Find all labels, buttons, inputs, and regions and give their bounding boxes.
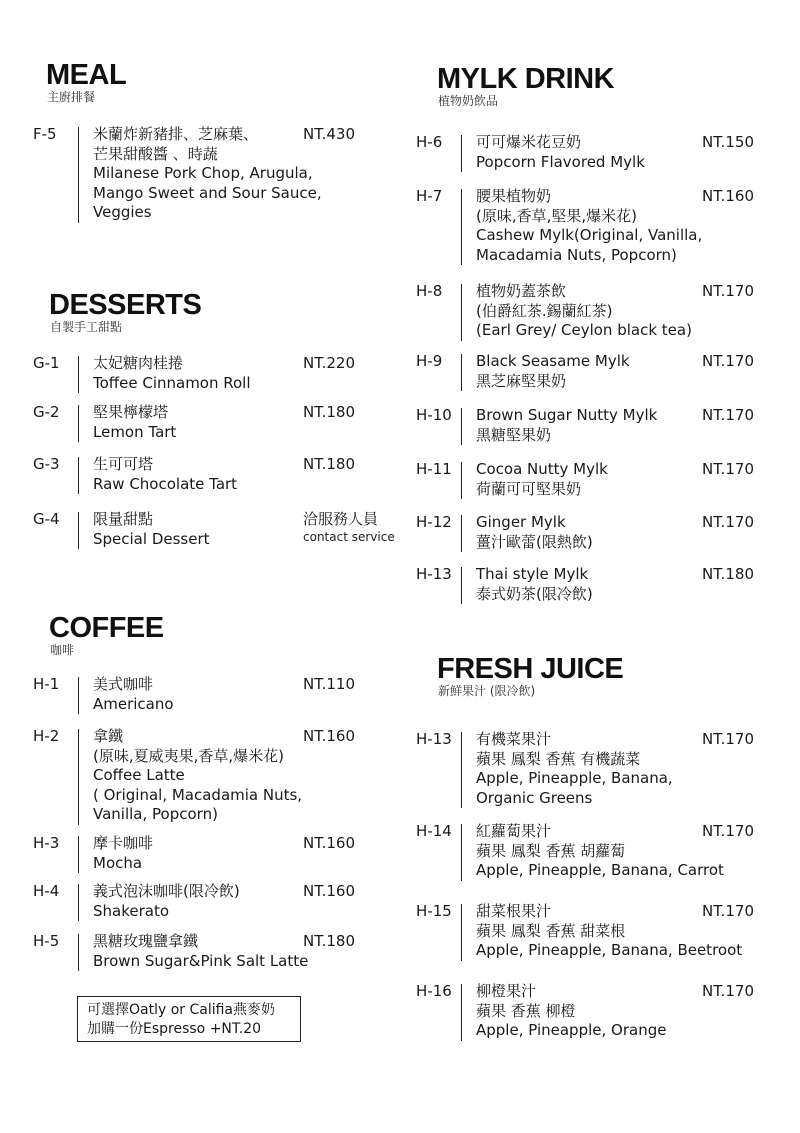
item-line: 限量甜點: [93, 510, 154, 528]
item-price: [702, 187, 754, 207]
juice-title: FRESH JUICE: [437, 653, 624, 685]
note-line: 加購一份Espresso +NT.20: [87, 1021, 262, 1037]
item-price: [303, 675, 355, 695]
price-value: NT.180: [303, 403, 356, 421]
divider-bar: [78, 512, 79, 549]
item-line: 黑糖堅果奶: [476, 425, 552, 444]
item-code: G-3: [33, 455, 60, 473]
price-note: contact service: [303, 529, 395, 544]
item-price: [303, 510, 395, 544]
divider-bar: [461, 189, 462, 265]
coffee-header: [49, 613, 164, 657]
item-line: Toffee Cinnamon Roll: [93, 373, 251, 392]
item-line: 生可可塔: [93, 455, 154, 473]
item-line: ( Original, Macadamia Nuts,: [93, 785, 303, 804]
divider-bar: [78, 127, 79, 223]
milk-option-note: [77, 996, 301, 1042]
item-line: Thai style Mylk: [476, 565, 589, 583]
item-line: Apple, Pineapple, Banana, Carrot: [476, 861, 724, 879]
item-code: H-3: [33, 834, 60, 852]
item-line: 芒果甜酸醬 、時蔬: [93, 144, 218, 163]
item-code: H-8: [416, 282, 443, 300]
item-line: (Earl Grey/ Ceylon black tea): [476, 321, 692, 339]
price-value: NT.170: [702, 982, 755, 1000]
item-description: [93, 727, 308, 825]
meal-subtitle: 主廚排餐: [47, 90, 96, 104]
item-line: Brown Sugar Nutty Mylk: [476, 406, 658, 424]
price-value: NT.170: [702, 513, 755, 531]
item-line: Ginger Mylk: [476, 513, 566, 531]
item-line: Black Seasame Mylk: [476, 352, 630, 370]
price-value: NT.150: [702, 133, 755, 151]
item-description: [93, 510, 308, 549]
item-line: 甜菜根果汁: [476, 902, 552, 920]
item-line: 有機菜果汁: [476, 730, 552, 748]
item-price: [303, 403, 355, 423]
price-value: NT.430: [303, 125, 356, 143]
item-line: (原味,夏威夷果,香草,爆米花): [93, 746, 285, 765]
item-line: Lemon Tart: [93, 422, 177, 441]
item-line: Vanilla, Popcorn): [93, 805, 218, 823]
price-value: NT.170: [702, 822, 755, 840]
divider-bar: [461, 515, 462, 552]
item-code: H-2: [33, 727, 60, 745]
item-line: 蘋果 香蕉 柳橙: [476, 1001, 576, 1020]
item-line: Veggies: [93, 203, 152, 221]
divider-bar: [78, 836, 79, 873]
item-line: Shakerato: [93, 901, 170, 920]
mylk-header: [437, 64, 614, 108]
item-line: 荷蘭可可堅果奶: [476, 479, 582, 498]
price-value: NT.170: [702, 352, 755, 370]
item-description: [476, 282, 691, 341]
divider-bar: [461, 567, 462, 604]
divider-bar: [461, 284, 462, 341]
item-line: 黑糖玫瑰鹽拿鐵: [93, 932, 199, 950]
item-price: [702, 460, 754, 480]
item-line: Brown Sugar&Pink Salt Latte: [93, 951, 309, 970]
price-value: 洽服務人員: [303, 510, 379, 528]
note-line: 可選擇Oatly or Califia燕麥奶: [87, 1002, 276, 1018]
item-line: 薑汁歐蕾(限熱飲): [476, 532, 593, 551]
meal-title: MEAL: [46, 59, 127, 91]
item-description: [93, 932, 308, 971]
item-description: [93, 403, 308, 442]
item-description: [476, 133, 691, 172]
item-code: H-13: [416, 730, 452, 748]
item-price: [702, 822, 754, 842]
item-description: [93, 455, 308, 494]
item-line: (伯爵紅茶.錫蘭紅茶): [476, 301, 613, 320]
juice-header: [437, 654, 623, 698]
price-value: NT.160: [303, 727, 356, 745]
desserts-title: DESSERTS: [49, 289, 202, 321]
item-line: 腰果植物奶: [476, 187, 552, 205]
item-description: [476, 406, 691, 445]
item-code: G-1: [33, 354, 60, 372]
divider-bar: [78, 457, 79, 494]
item-code: H-7: [416, 187, 443, 205]
mylk-subtitle: 植物奶飲品: [438, 94, 499, 108]
meal-header: [46, 60, 126, 104]
item-description: [476, 460, 691, 499]
item-code: H-4: [33, 882, 60, 900]
divider-bar: [461, 904, 462, 961]
price-value: NT.220: [303, 354, 356, 372]
item-price: [702, 133, 754, 153]
item-code: G-4: [33, 510, 60, 528]
item-price: [303, 125, 355, 145]
item-price: [303, 882, 355, 902]
divider-bar: [78, 729, 79, 825]
item-line: Raw Chocolate Tart: [93, 474, 238, 493]
item-line: 米蘭炸新豬排、芝麻葉、: [93, 125, 259, 143]
coffee-subtitle: 咖啡: [50, 643, 75, 657]
item-description: [476, 187, 703, 265]
item-price: [303, 834, 355, 854]
item-description: [93, 834, 308, 873]
item-price: [702, 513, 754, 533]
divider-bar: [78, 677, 79, 714]
item-code: H-12: [416, 513, 452, 531]
item-description: [476, 513, 691, 552]
item-description: [93, 675, 308, 714]
item-line: Milanese Pork Chop, Arugula,: [93, 164, 313, 182]
item-line: 蘋果 鳳梨 香蕉 甜菜根: [476, 921, 626, 940]
item-line: 黑芝麻堅果奶: [476, 371, 567, 390]
item-code: H-15: [416, 902, 452, 920]
item-line: Coffee Latte: [93, 766, 185, 784]
item-line: 紅蘿蔔果汁: [476, 822, 552, 840]
price-value: NT.170: [702, 902, 755, 920]
item-line: 蘋果 鳳梨 香蕉 有機蔬菜: [476, 749, 641, 768]
item-line: Apple, Pineapple, Orange: [476, 1021, 667, 1039]
item-line: Organic Greens: [476, 788, 593, 807]
divider-bar: [461, 135, 462, 172]
item-line: Macadamia Nuts, Popcorn): [476, 245, 677, 264]
item-code: H-16: [416, 982, 452, 1000]
item-description: [476, 822, 724, 881]
item-price: [702, 565, 754, 585]
item-description: [476, 982, 691, 1041]
desserts-subtitle: 自製手工甜點: [50, 320, 123, 334]
item-code: H-11: [416, 460, 452, 478]
item-line: Cashew Mylk(Original, Vanilla,: [476, 226, 703, 244]
divider-bar: [461, 408, 462, 445]
price-value: NT.160: [702, 187, 755, 205]
item-code: H-9: [416, 352, 443, 370]
price-value: NT.170: [702, 406, 755, 424]
item-line: 可可爆米花豆奶: [476, 133, 582, 151]
item-price: [303, 354, 355, 374]
item-line: 蘋果 鳳梨 香蕉 胡蘿蔔: [476, 841, 626, 860]
divider-bar: [461, 354, 462, 391]
item-line: 美式咖啡: [93, 675, 154, 693]
item-line: Mango Sweet and Sour Sauce,: [93, 183, 322, 202]
item-price: [702, 730, 754, 750]
item-price: [702, 282, 754, 302]
item-line: (原味,香草,堅果,爆米花): [476, 206, 638, 225]
item-code: F-5: [33, 125, 57, 143]
item-line: 義式泡沫咖啡(限冷飲): [93, 882, 240, 900]
item-price: [702, 902, 754, 922]
item-line: Cocoa Nutty Mylk: [476, 460, 608, 478]
item-line: 摩卡咖啡: [93, 834, 154, 852]
item-description: [93, 354, 308, 393]
price-value: NT.180: [702, 565, 755, 583]
item-line: 柳橙果汁: [476, 982, 537, 1000]
item-code: H-6: [416, 133, 443, 151]
item-line: 堅果檸檬塔: [93, 403, 169, 421]
item-price: [303, 727, 355, 747]
mylk-title: MYLK DRINK: [437, 63, 615, 95]
item-description: [476, 565, 691, 604]
item-line: Apple, Pineapple, Banana, Beetroot: [476, 941, 743, 959]
item-line: Americano: [93, 694, 174, 713]
divider-bar: [461, 824, 462, 881]
juice-subtitle: 新鮮果汁 (限冷飲): [438, 684, 536, 698]
divider-bar: [461, 732, 462, 808]
price-value: NT.160: [303, 882, 356, 900]
item-price: [702, 352, 754, 372]
item-line: 植物奶蓋茶飲: [476, 282, 567, 300]
item-line: Apple, Pineapple, Banana,: [476, 769, 673, 787]
divider-bar: [78, 884, 79, 921]
price-value: NT.170: [702, 730, 755, 748]
price-value: NT.180: [303, 932, 356, 950]
item-price: [303, 455, 355, 475]
item-description: [476, 730, 691, 808]
price-value: NT.170: [702, 282, 755, 300]
item-line: 泰式奶茶(限冷飲): [476, 584, 593, 603]
divider-bar: [461, 462, 462, 499]
coffee-title: COFFEE: [49, 612, 164, 644]
item-code: H-10: [416, 406, 452, 424]
item-description: [93, 882, 308, 921]
item-code: H-14: [416, 822, 452, 840]
item-line: 拿鐵: [93, 727, 124, 745]
item-code: H-13: [416, 565, 452, 583]
divider-bar: [78, 405, 79, 442]
item-price: [303, 932, 355, 952]
item-code: G-2: [33, 403, 60, 421]
item-description: [476, 352, 691, 391]
item-line: Popcorn Flavored Mylk: [476, 152, 645, 171]
divider-bar: [78, 356, 79, 393]
price-value: NT.110: [303, 675, 356, 693]
item-price: [702, 982, 754, 1002]
item-description: [93, 125, 322, 223]
desserts-header: [49, 290, 201, 334]
item-line: Mocha: [93, 853, 143, 872]
item-line: 太妃糖肉桂捲: [93, 354, 184, 372]
divider-bar: [461, 984, 462, 1041]
price-value: NT.180: [303, 455, 356, 473]
price-value: NT.160: [303, 834, 356, 852]
item-code: H-5: [33, 932, 60, 950]
item-code: H-1: [33, 675, 60, 693]
item-price: [702, 406, 754, 426]
divider-bar: [78, 934, 79, 971]
price-value: NT.170: [702, 460, 755, 478]
item-line: Special Dessert: [93, 529, 210, 548]
